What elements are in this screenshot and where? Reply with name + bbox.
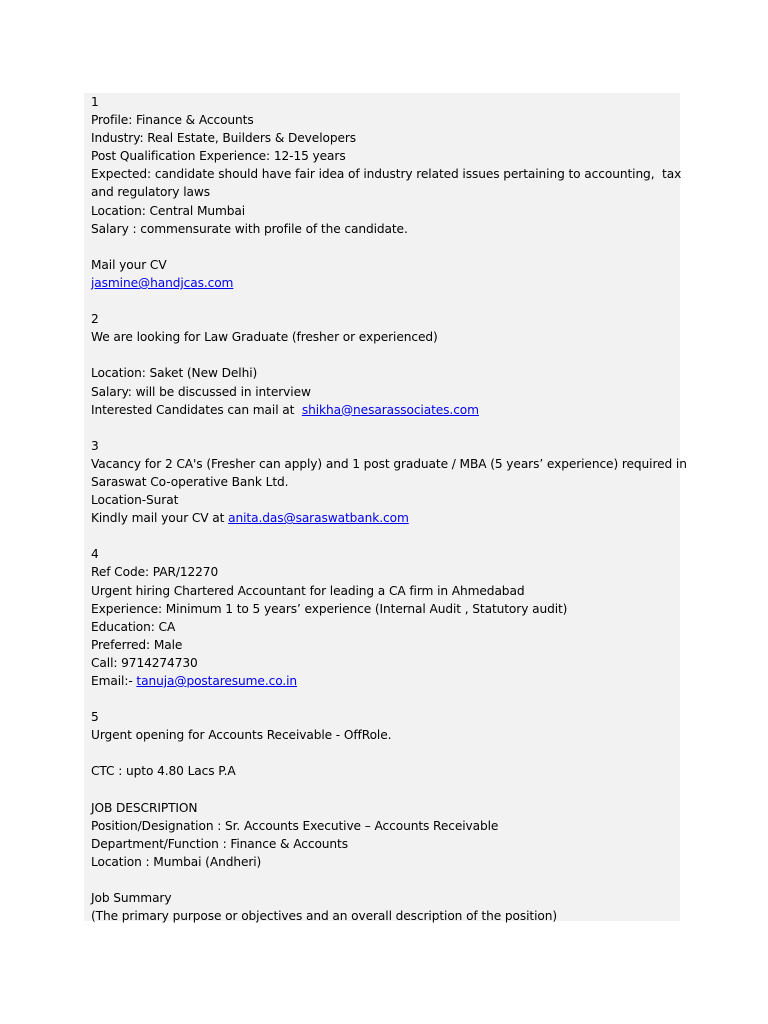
job-salary: Salary : commensurate with profile of the candidate. (91, 221, 408, 236)
job-intro: We are looking for Law Graduate (fresher or experienced) (91, 330, 438, 345)
job-description-heading: JOB DESCRIPTION (91, 800, 198, 815)
job-preferred: Preferred: Male (91, 637, 183, 652)
job-expected-line1: Expected: candidate should have fair idea of industry related issues pertaining to accounting, tax (91, 167, 682, 182)
email-link[interactable]: anita.das@saraswatbank.com (228, 511, 409, 526)
job-listing-4 (91, 545, 679, 690)
job-experience: Experience: Minimum 1 to 5 years’ experience (Internal Audit , Statutory audit) (91, 601, 568, 616)
mail-label: Mail your CV (91, 257, 167, 272)
job-summary-heading: Job Summary (91, 891, 172, 906)
mail-prefix: Interested Candidates can mail at (91, 402, 302, 417)
job-headline: Urgent hiring Chartered Accountant for leading a CA firm in Ahmedabad (91, 583, 525, 598)
job-department: Department/Function : Finance & Accounts (91, 836, 348, 851)
job-listing-1 (91, 93, 682, 292)
email-link[interactable]: tanuja@postaresume.co.in (136, 674, 298, 688)
job-number: 5 (91, 710, 99, 725)
email-link[interactable]: jasmine@handjcas.com (91, 275, 234, 290)
email-prefix: Email:- (91, 674, 137, 688)
job-industry: Industry: Real Estate, Builders & Developers (91, 131, 357, 146)
job-salary: Salary: will be discussed in interview (91, 384, 311, 399)
job-experience: Post Qualification Experience: 12-15 years (91, 149, 346, 164)
job-number: 3 (91, 438, 99, 453)
job-location: Location: Saket (New Delhi) (91, 366, 258, 381)
mail-prefix: Kindly mail your CV at (91, 511, 229, 526)
job-number: 2 (91, 312, 99, 327)
job-ref-code: Ref Code: PAR/12270 (91, 565, 219, 580)
email-link[interactable]: shikha@nesarassociates.com (301, 402, 479, 417)
job-headline: Urgent opening for Accounts Receivable - OffRole. (91, 728, 392, 743)
job-listing-2 (91, 310, 679, 419)
job-listing-3 (91, 437, 687, 527)
job-listing-5 (91, 708, 679, 925)
job-vacancy-line2: Saraswat Co-operative Bank Ltd. (91, 474, 289, 489)
job-location: Location-Surat (91, 493, 179, 508)
job-listings (91, 93, 687, 925)
job-summary-text: (The primary purpose or objectives and an overall description of the position) (91, 909, 557, 924)
job-number: 1 (91, 95, 99, 109)
job-ctc: CTC : upto 4.80 Lacs P.A (91, 764, 236, 779)
job-profile: Profile: Finance & Accounts (91, 113, 254, 128)
job-position: Position/Designation : Sr. Accounts Executive – Accounts Receivable (91, 818, 499, 833)
job-number: 4 (91, 547, 99, 562)
job-location: Location : Mumbai (Andheri) (91, 854, 262, 869)
job-location: Location: Central Mumbai (91, 203, 246, 218)
job-vacancy-line1: Vacancy for 2 CA's (Fresher can apply) and 1 post graduate / MBA (5 years’ experience) required in (91, 456, 687, 471)
job-education: Education: CA (91, 619, 176, 634)
job-expected-line2: and regulatory laws (91, 185, 210, 200)
job-call: Call: 9714274730 (91, 655, 198, 670)
